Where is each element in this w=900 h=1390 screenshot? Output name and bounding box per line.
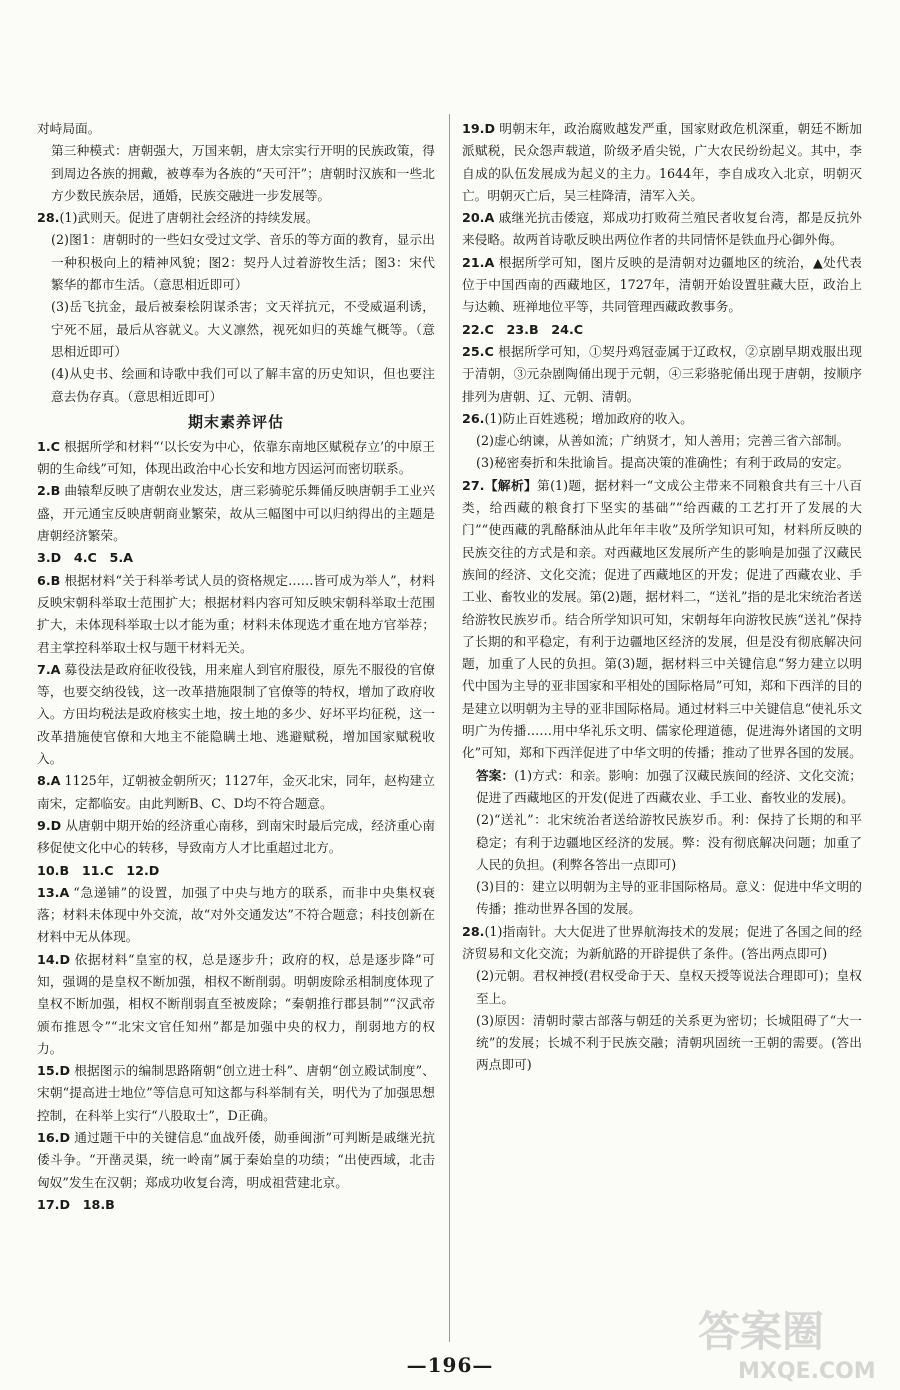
answer-list — [462, 118, 862, 408]
answer-item — [37, 860, 435, 882]
question-number: 13.A — [37, 884, 70, 900]
answer-part: (2)图1：唐朝时的一些妇女受过文学、音乐的等方面的教育，显示出一种积极向上的精神风貌；图2：契丹人过着游牧生活；图3：宋代繁华的都市生活。（意思相近即可） — [51, 232, 435, 293]
answer-part: (2)元朝。君权神授(君权受命于天、皇权天授等说法合理即可)；皇权至上。 — [476, 968, 862, 1006]
answer-text: 根据材料“关于科举考试人员的资格规定……皆可成为举人”，材料反映宋朝科举取士范围扩大；根据材料内容可知反映宋朝科举取士范围扩大，未体现科举取士以才能为重；材料未体现选才重在地方官举荐；君主掌控科举取士权与题干材料无关。 — [37, 572, 435, 655]
question-number: 25.C — [462, 343, 494, 359]
answer-item — [37, 480, 435, 547]
answer-item — [462, 319, 862, 341]
section-title: 期末素养评估 — [187, 412, 284, 431]
answer-label: 答案： — [476, 767, 515, 783]
column-divider — [449, 114, 450, 1342]
answer-item — [462, 252, 862, 319]
answer-text: 戚继光抗击倭寇，郑成功打败荷兰殖民者收复台湾，都是反抗外来侵略。故两首诗歌反映出两位作者的共同情怀是铁血丹心御外侮。 — [462, 210, 862, 248]
answer-text: 根据所学可知，图片反映的是清朝对边疆地区的统治，▲处代表位于中国西南的西藏地区，1727年，清朝开始设置驻藏大臣，政治上与达赖、班禅地位平等，共同管理西藏政教事务。 — [462, 254, 862, 315]
question-number: 1.C — [37, 438, 60, 454]
answer-item — [37, 547, 435, 569]
answer-item — [37, 570, 435, 659]
watermark-text: 答案圈 — [698, 1307, 825, 1356]
page-number-value: 196 — [427, 1353, 473, 1377]
page-number: —196— — [406, 1353, 494, 1377]
answer-text: “急递铺”的设置，加强了中央与地方的联系，而非中央集权衰落；材料未体现中外交流，故“对外交通发达”不符合题意；科技创新在材料中无从体现。 — [37, 884, 435, 945]
question-number: 7.A — [37, 661, 61, 677]
answer-text: 依据材料“皇室的权，总是逐步升；政府的权，总是逐步降”可知，强调的是皇权不断加强，相权不断削弱。明朝废除丞相制度体现了皇权不断加强，相权不断削弱直至被废除；“秦朝推行郡县制”“汉武帝颁布推恩令”“北宋文官任知州”都是加强中央的权力，削弱地方的权力。 — [37, 951, 435, 1056]
answer-text: 根据所学和材料“‘以长安为中心，依靠东南地区赋税存立’的中原王朝的生命线”可知，体现出政治中心长安和地方因运河而密切联系。 — [37, 438, 435, 477]
answer-part: (1)方式：和亲。影响：加强了汉藏民族间的经济、文化交流；促进了西藏地区的开发(促进了西藏农业、手工业、畜牧业的发展)。 — [476, 767, 862, 805]
answer-text: 根据所学可知，①契丹鸡冠壶属于辽政权，②京剧早期戏服出现于清朝，③元杂剧陶俑出现于元朝，④三彩骆驼俑出现于唐朝，按顺序排列为唐朝、辽、元朝、清朝。 — [462, 343, 862, 404]
question-27 — [462, 475, 862, 921]
answer-item — [37, 436, 435, 481]
right-column — [462, 118, 862, 1077]
answer-part: (2)“送礼”：北宋统治者送给游牧民族岁币。利：保持了长期的和平稳定；有利于边疆地区经济的发展。弊：没有彻底解决问题；加重了人民的负担。(利弊各答出一点即可) — [476, 812, 862, 872]
question-number: 10.B 11.C 12.D — [37, 862, 160, 878]
answer-item — [462, 341, 862, 408]
question-number: 16.D — [37, 1130, 71, 1146]
question-number: 6.B — [37, 572, 61, 588]
answer-item — [37, 882, 435, 949]
answer-list — [37, 436, 435, 1216]
question-number: 3.D 4.C 5.A — [37, 550, 133, 566]
answer-text: 根据图示的编制思路隋朝“创立进士科”、唐朝“创立殿试制度”、宋朝“提高进士地位”等信息可知这都与科举制有关，明代为了加强思想控制，在科举上实行“八股取士”，D正确。 — [37, 1063, 435, 1123]
question-number: 27. — [462, 477, 485, 493]
watermark-logo — [690, 1298, 880, 1384]
analysis-label: 【解析】 — [484, 477, 538, 493]
answer-part: (1)指南针。大大促进了世界航海技术的发展；促进了各国之间的经济贸易和文化交流；为新航路的开辟提供了条件。(答出两点即可) — [462, 923, 862, 961]
answer-item — [37, 659, 435, 770]
answer-text: 募役法是政府征收役钱，用来雇人到官府服役，原先不服役的官僚等，也要交纳役钱，这一改革措施限制了官僚等的特权，增加了政府收入。方田均税法是政府核实土地，按土地的多少、好坏平均征税，这一改革措施使官僚和大地主不能隐瞒土地、逃避赋税，增加国家赋税收入。 — [37, 661, 435, 767]
answer-part: (1)武则天。促进了唐朝社会经济的持续发展。 — [59, 210, 319, 226]
question-number: 14.D — [37, 951, 71, 967]
answer-part: (3)秘密奏折和朱批谕旨。提高决策的准确性；有利于政局的安定。 — [476, 455, 850, 471]
answer-part: (3)目的：建立以明朝为主导的亚非国际格局。意义：促进中华文明的传播；推动世界各国的发展。 — [476, 879, 862, 917]
answer-item — [37, 949, 435, 1060]
question-number: 22.C 23.B 24.C — [462, 321, 584, 337]
answer-text: 曲辕犁反映了唐朝农业发达，唐三彩骑驼乐舞俑反映唐朝手工业兴盛，开元通宝反映唐朝商业繁荣，故从三幅图中可以归纳得出的主题是唐朝经济繁荣。 — [37, 483, 435, 544]
continued-text: 第三种模式：唐朝强大，万国来朝，唐太宗实行开明的民族政策，得到周边各族的拥戴，被尊奉为各族的“天可汗”；唐朝时汉族和一些北方少数民族杂居，通婚，民族交融进一步发展等。 — [51, 143, 435, 203]
answer-part: (3)岳飞抗金，最后被秦桧阴谋杀害；文天祥抗元，不受威逼利诱，宁死不屈，最后从容就义。大义凛然，视死如归的英雄气概等。（意思相近即可） — [51, 299, 435, 359]
answer-part: (2)虚心纳谏，从善如流；广纳贤才，知人善用；完善三省六部制。 — [476, 433, 850, 449]
answer-text: 明朝末年，政治腐败越发严重，国家财政危机深重，朝廷不断加派赋税，民众怨声载道，阶级矛盾尖锐，广大农民纷纷起义。其中，李自成的队伍发展成为起义的主力。1644年，李自成攻入北京，明朝灭亡。明朝灭亡后，吴三桂降清，清军入关。 — [462, 121, 862, 203]
left-column — [37, 118, 435, 1216]
question-number: 28. — [462, 923, 485, 939]
question-number: 15.D — [37, 1063, 71, 1079]
answer-part: (3)原因：清朝时蒙古部落与朝廷的关系更为密切；长城阻碍了“大一统”的发展；长城不利于民族交融；清朝巩固统一王朝的需要。(答出两点即可) — [476, 1012, 862, 1073]
question-number: 19.D — [462, 121, 496, 136]
question-26 — [462, 408, 862, 475]
continued-text: 对峙局面。 — [37, 121, 101, 136]
question-number: 20.A — [462, 210, 495, 226]
question-number: 8.A — [37, 773, 61, 789]
answer-text: 通过题干中的关键信息“血战歼倭，勋垂闽浙”可判断是戚继光抗倭斗争。“开凿灵渠，统一岭南”属于秦始皇的功绩；“出使西域，北击匈奴”发生在汉朝；郑成功收复台湾，明成祖营建北京。 — [37, 1130, 435, 1190]
question-number: 28. — [37, 210, 60, 226]
answer-item — [37, 770, 435, 815]
analysis-text: 第(1)题，据材料一“文成公主带来不同粮食共有三十八百类，给西藏的粮食打下坚实的基础”“给西藏的工艺打开了发展的大门”“使西藏的乳酪酥油从此年年丰收”及所学知识可知，材料所反映的民族交往的方式是和亲。对西藏地区发展所产生的影响是加强了汉藏民族间的经济、文化交流；促进了西藏地区的开发；促进了西藏农业、手工业、畜牧业的发展。第(2)题，据材料二，“送礼”指的是北宋统治者送给游牧民族岁币。结合所学知识可知，宋朝每年向游牧民族“送礼”保持了长期的和平稳定，有利于边疆地区经济的发展，但是没有彻底解决问题，加重了人民的负担。第(3)题，据材料三中关键信息“努力建立以明代中国为主导的亚非国家和平相处的国际格局”可知，郑和下西洋的目的是建立以明朝为主导的亚非国际格局。通过材料三中关键信息“使礼乐文明广为传播……用中华礼乐文明、儒家伦理道德，促进海外诸国的文明化”可知，郑和下西洋促进了中华文明的传播；推动了世界各国的发展。 — [462, 477, 862, 761]
answer-item — [462, 118, 862, 207]
answer-item — [37, 815, 435, 860]
answer-text: 从唐朝中期开始的经济重心南移，到南宋时最后完成，经济重心南移促使文化中心的转移，导致南方人才比重超过北方。 — [37, 817, 435, 856]
question-28 — [462, 921, 862, 1077]
watermark-subtext: MXQE.COM — [738, 1359, 876, 1384]
answer-item — [462, 207, 862, 252]
question-number: 26. — [462, 410, 485, 426]
answer-item — [37, 1194, 435, 1216]
question-number: 2.B — [37, 483, 61, 499]
question-number: 21.A — [462, 254, 495, 270]
answer-item — [37, 1060, 435, 1127]
answer-part: (4)从史书、绘画和诗歌中我们可以了解丰富的历史知识，但也要注意去伪存真。（意思相近即可） — [51, 366, 435, 404]
answer-text: 1125年，辽朝被金朝所灭；1127年，金灭北宋，同年，赵构建立南宋，定都临安。由此判断B、C、D均不符合题意。 — [37, 773, 435, 811]
question-number: 9.D — [37, 817, 62, 833]
question-number: 17.D 18.B — [37, 1196, 115, 1212]
answer-part: (1)防止百姓逃税；增加政府的收入。 — [484, 410, 693, 426]
question-28 — [37, 207, 435, 408]
answer-item — [37, 1127, 435, 1194]
